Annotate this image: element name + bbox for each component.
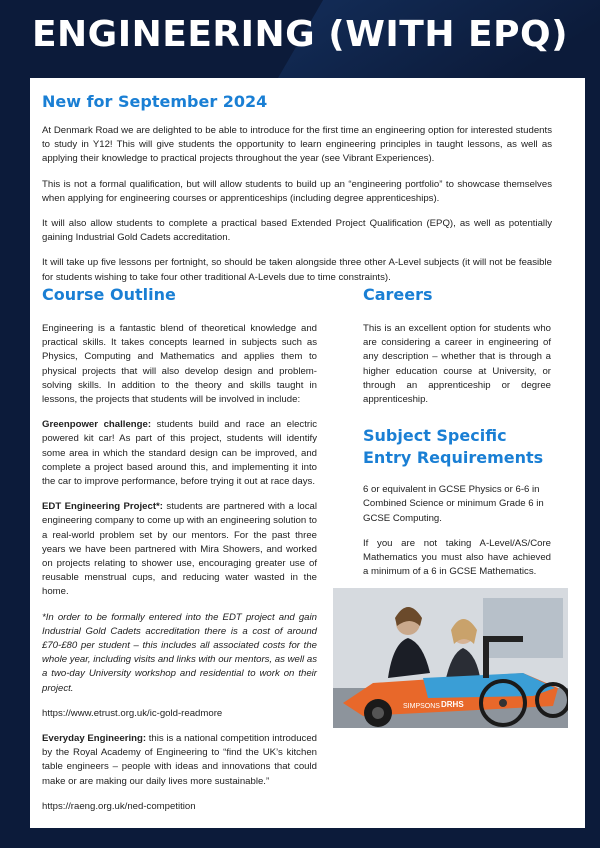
sponsor-text: SIMPSONS xyxy=(403,703,440,710)
edt-text: students are partnered with a local engineering company to come up with an engineering solution to a real-world problem set by our mentors. For the past three years we have been partnered with Mira Showers, and worked on projects relating to shower use, encouraging greater use of reusable menstrual cups, and reducing water wasted in the home. xyxy=(42,501,317,598)
entry-paragraph: 6 or equivalent in GCSE Physics or 6-6 in Combined Science or minimum Grade 6 in GCSE Computing. xyxy=(363,484,544,524)
intro-heading: New for September 2024 xyxy=(42,92,268,111)
rear-hub xyxy=(499,699,507,707)
course-intro: Engineering is a fantastic blend of theoretical knowledge and practical skills. It takes concepts learned in subjects such as Physics, Computing and Mathematics and applies them to physical projects that will also develop design and problem-solving skills. In addition to the theory and skills taught in lessons, the projects that students will be involved in include: xyxy=(42,323,317,406)
roll-bar-top xyxy=(483,636,523,642)
course-outline-heading: Course Outline xyxy=(42,285,176,304)
raeng-link[interactable]: https://raeng.org.uk/ned-competition xyxy=(42,800,196,812)
etrust-link[interactable]: https://www.etrust.org.uk/ic-gold-readmore xyxy=(42,707,223,719)
course-outline-column xyxy=(42,285,317,825)
everyday-paragraph xyxy=(42,732,317,789)
page-title: ENGINEERING (WITH EPQ) xyxy=(31,14,569,55)
intro-paragraph: At Denmark Road we are delighted to be able to introduce for the first time an engineering option for interested students to study in Y12! This will give students the opportunity to learn engineering principles in taught lessons, as well as applying their knowledge to practical projects throughout the year (see Vibrant Experiences). xyxy=(42,125,552,165)
everyday-text: this is a national competition introduced by the Royal Academy of Engineering to “find the UK’s kitchen table engineers – people with ideas and innovations that could make or are making our daily lives more sustainable.” xyxy=(42,733,318,787)
everyday-label: Everyday Engineering: xyxy=(42,733,147,745)
intro-paragraph: This is not a formal qualification, but will allow students to build up an “engineering portfolio” to showcase themselves when applying for engineering courses or apprenticeships (including degree apprenticeships). xyxy=(42,178,552,204)
entry-paragraph: If you are not taking A-Level/AS/Core Mathematics you must also have achieved a minimum of a 6 in GCSE Mathematics. xyxy=(363,537,551,578)
kit-car-illustration xyxy=(333,588,568,728)
greenpower-paragraph xyxy=(42,418,317,489)
front-hub xyxy=(372,707,384,719)
window xyxy=(483,598,563,658)
intro-paragraph: It will take up five lessons per fortnight, so should be taken alongside three other A-Level subjects (it will not be feasible for students wishing to take four other traditional A-Levels due to time constraints). xyxy=(42,257,552,283)
greenpower-label: Greenpower challenge: xyxy=(42,419,152,431)
greenpower-text: students build and race an electric powered kit car! As part of this project, students will identify some area in which the standard design can be improved, and complete a project based around this, and implementing it into the car to improve performance, before trying it out at race days. xyxy=(42,419,317,488)
intro-paragraph: It will also allow students to complete a practical based Extended Project Qualification (EPQ), as well as potentially gaining Industrial Gold Cadets accreditation. xyxy=(42,218,552,244)
car-logo-text: DRHS xyxy=(441,700,464,709)
kit-car-photo xyxy=(333,588,568,728)
roll-bar xyxy=(483,638,489,678)
careers-heading: Careers xyxy=(363,285,433,304)
page-number: 13 xyxy=(545,811,565,830)
edt-paragraph xyxy=(42,500,317,599)
careers-text: This is an excellent option for students who are considering a career in engineering of any description – whether that is through a higher education course at University, or through an apprenticeship or degree apprenticeship. xyxy=(363,323,551,406)
intro-section xyxy=(42,124,552,296)
entry-heading: Subject Specific Entry Requirements xyxy=(363,426,544,468)
edt-footnote: *In order to be formally entered into the EDT project and gain Industrial Gold Cadets accreditation there is a cost of around £70-£80 per student – this includes all associated costs for the whole year, including visits and links with our mentors, as well as a two-day University workshop and residential to work on their project. xyxy=(42,611,317,694)
edt-label: EDT Engineering Project*: xyxy=(42,501,163,513)
